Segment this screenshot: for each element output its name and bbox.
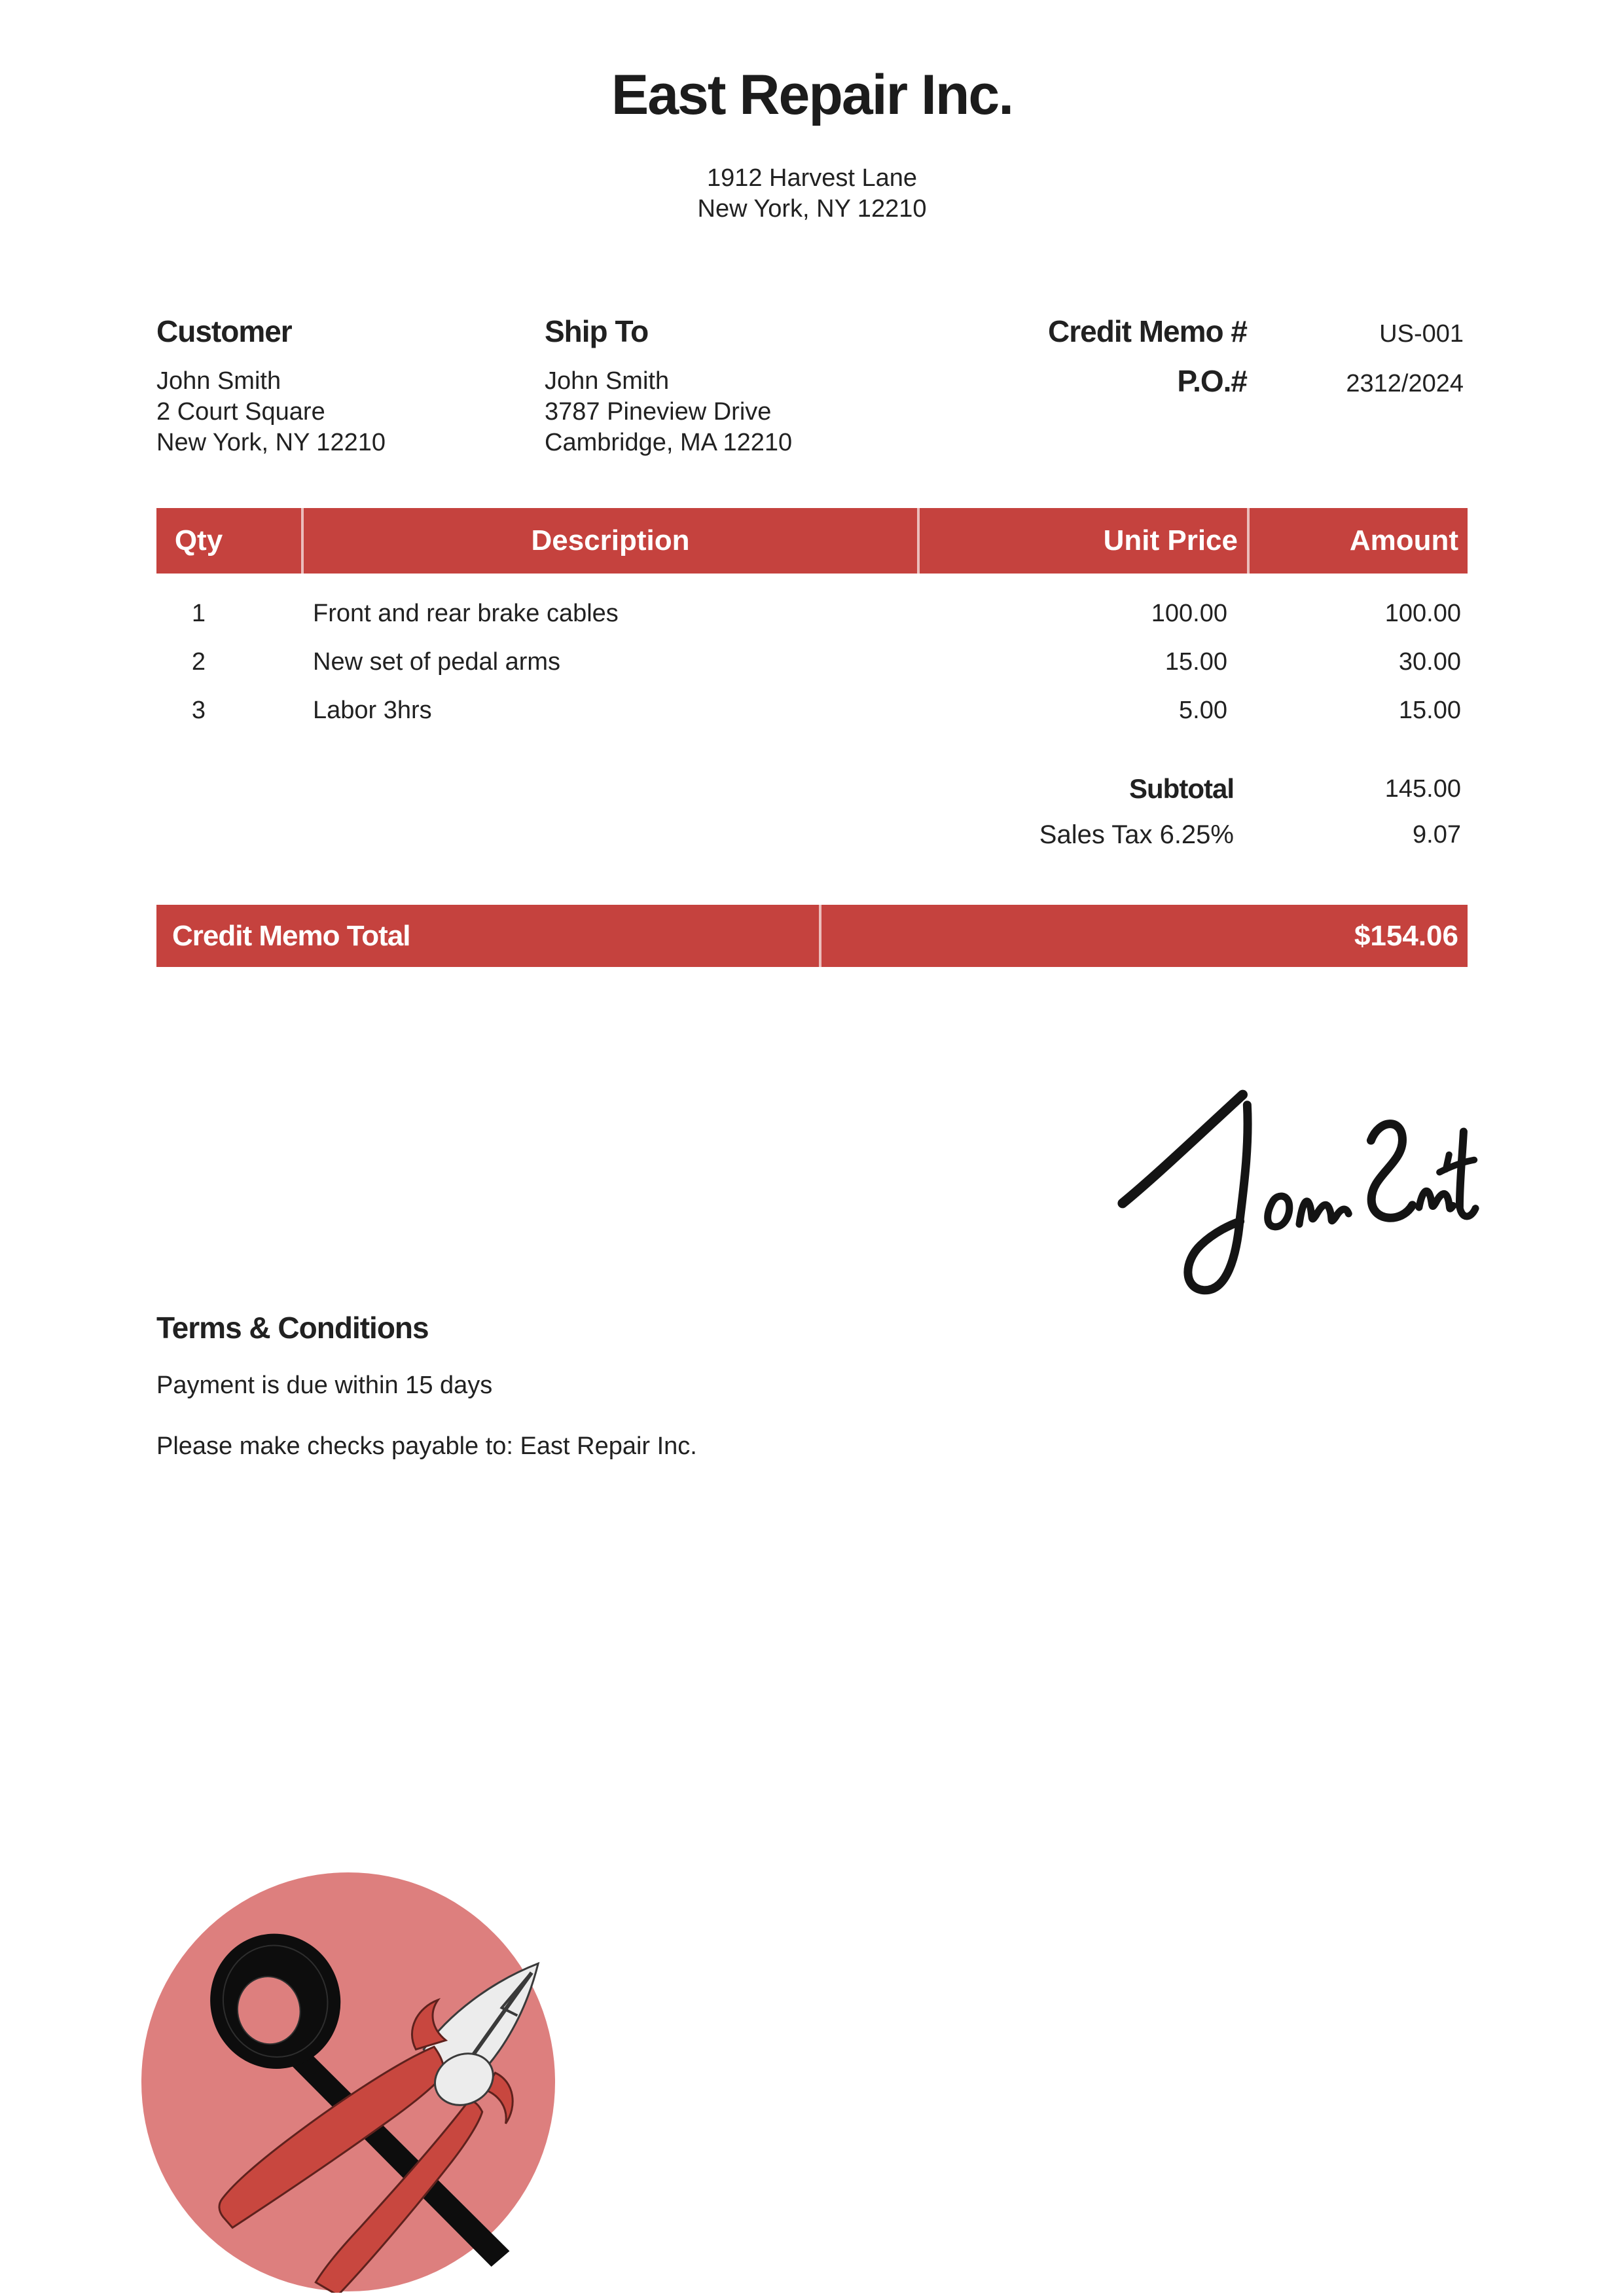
info-section xyxy=(156,314,1468,458)
ship-to-address xyxy=(545,366,1009,458)
credit-memo-total-bar xyxy=(156,905,1468,967)
unit-price-column-header: Unit Price xyxy=(917,508,1247,574)
company-name: East Repair Inc. xyxy=(611,64,1013,126)
customer-street: 2 Court Square xyxy=(156,398,325,426)
item-description: Labor 3hrs xyxy=(313,696,432,724)
credit-memo-total-value: $154.06 xyxy=(1354,919,1458,952)
customer-name: John Smith xyxy=(156,367,281,395)
item-qty: 1 xyxy=(191,599,206,627)
signature-image xyxy=(1113,1059,1479,1315)
company-address xyxy=(156,163,1468,225)
sales-tax-row xyxy=(156,812,1468,858)
totals-section xyxy=(156,766,1468,858)
amount-column-header: Amount xyxy=(1247,508,1468,574)
terms-heading: Terms & Conditions xyxy=(156,1311,429,1345)
item-amount: 15.00 xyxy=(1398,696,1461,724)
memo-meta-block xyxy=(1009,314,1468,458)
company-address-line1: 1912 Harvest Lane xyxy=(706,164,918,192)
items-table-header xyxy=(156,508,1468,574)
logo-graphic xyxy=(140,1871,556,2293)
credit-memo-number-value: US-001 xyxy=(1379,320,1464,348)
po-number-row xyxy=(1009,363,1468,399)
items-table xyxy=(156,508,1468,735)
item-qty: 3 xyxy=(191,696,206,724)
credit-memo-number-row xyxy=(1009,314,1468,349)
ship-to-street: 3787 Pineview Drive xyxy=(545,398,772,426)
item-description: Front and rear brake cables xyxy=(313,599,619,627)
subtotal-row xyxy=(156,766,1468,812)
terms-line: Payment is due within 15 days xyxy=(156,1372,493,1399)
customer-city: New York, NY 12210 xyxy=(156,429,386,456)
item-description: New set of pedal arms xyxy=(313,647,561,676)
po-number-label: P.O.# xyxy=(1177,364,1247,398)
credit-memo-total-label: Credit Memo Total xyxy=(156,905,821,967)
tape-and-pliers-icon xyxy=(140,1871,556,2293)
items-table-body xyxy=(156,589,1468,735)
description-column-header: Description xyxy=(301,508,917,574)
ship-to-label: Ship To xyxy=(545,314,649,348)
customer-address xyxy=(156,366,545,458)
table-row xyxy=(156,638,1468,686)
item-unit-price: 100.00 xyxy=(1151,599,1227,627)
item-unit-price: 15.00 xyxy=(1164,647,1227,676)
qty-column-header: Qty xyxy=(174,524,223,556)
ship-to-name: John Smith xyxy=(545,367,670,395)
table-row xyxy=(156,589,1468,638)
company-address-line2: New York, NY 12210 xyxy=(697,195,927,223)
terms-section xyxy=(156,1310,1468,1461)
customer-block xyxy=(156,314,545,458)
signature-strokes xyxy=(1113,1059,1479,1315)
item-amount: 30.00 xyxy=(1398,647,1461,676)
credit-memo-number-label: Credit Memo # xyxy=(1048,314,1247,348)
sales-tax-label: Sales Tax 6.25% xyxy=(1039,820,1234,849)
ship-to-city: Cambridge, MA 12210 xyxy=(545,429,793,456)
customer-label: Customer xyxy=(156,314,292,348)
sales-tax-value: 9.07 xyxy=(1413,820,1461,848)
item-qty: 2 xyxy=(191,647,206,676)
table-row xyxy=(156,686,1468,735)
subtotal-value: 145.00 xyxy=(1384,774,1461,803)
terms-line: Please make checks payable to: East Repair Inc. xyxy=(156,1432,697,1460)
ship-to-block xyxy=(545,314,1009,458)
item-amount: 100.00 xyxy=(1384,599,1461,627)
po-number-value: 2312/2024 xyxy=(1346,370,1464,397)
item-unit-price: 5.00 xyxy=(1179,696,1227,724)
subtotal-label: Subtotal xyxy=(1129,773,1234,804)
